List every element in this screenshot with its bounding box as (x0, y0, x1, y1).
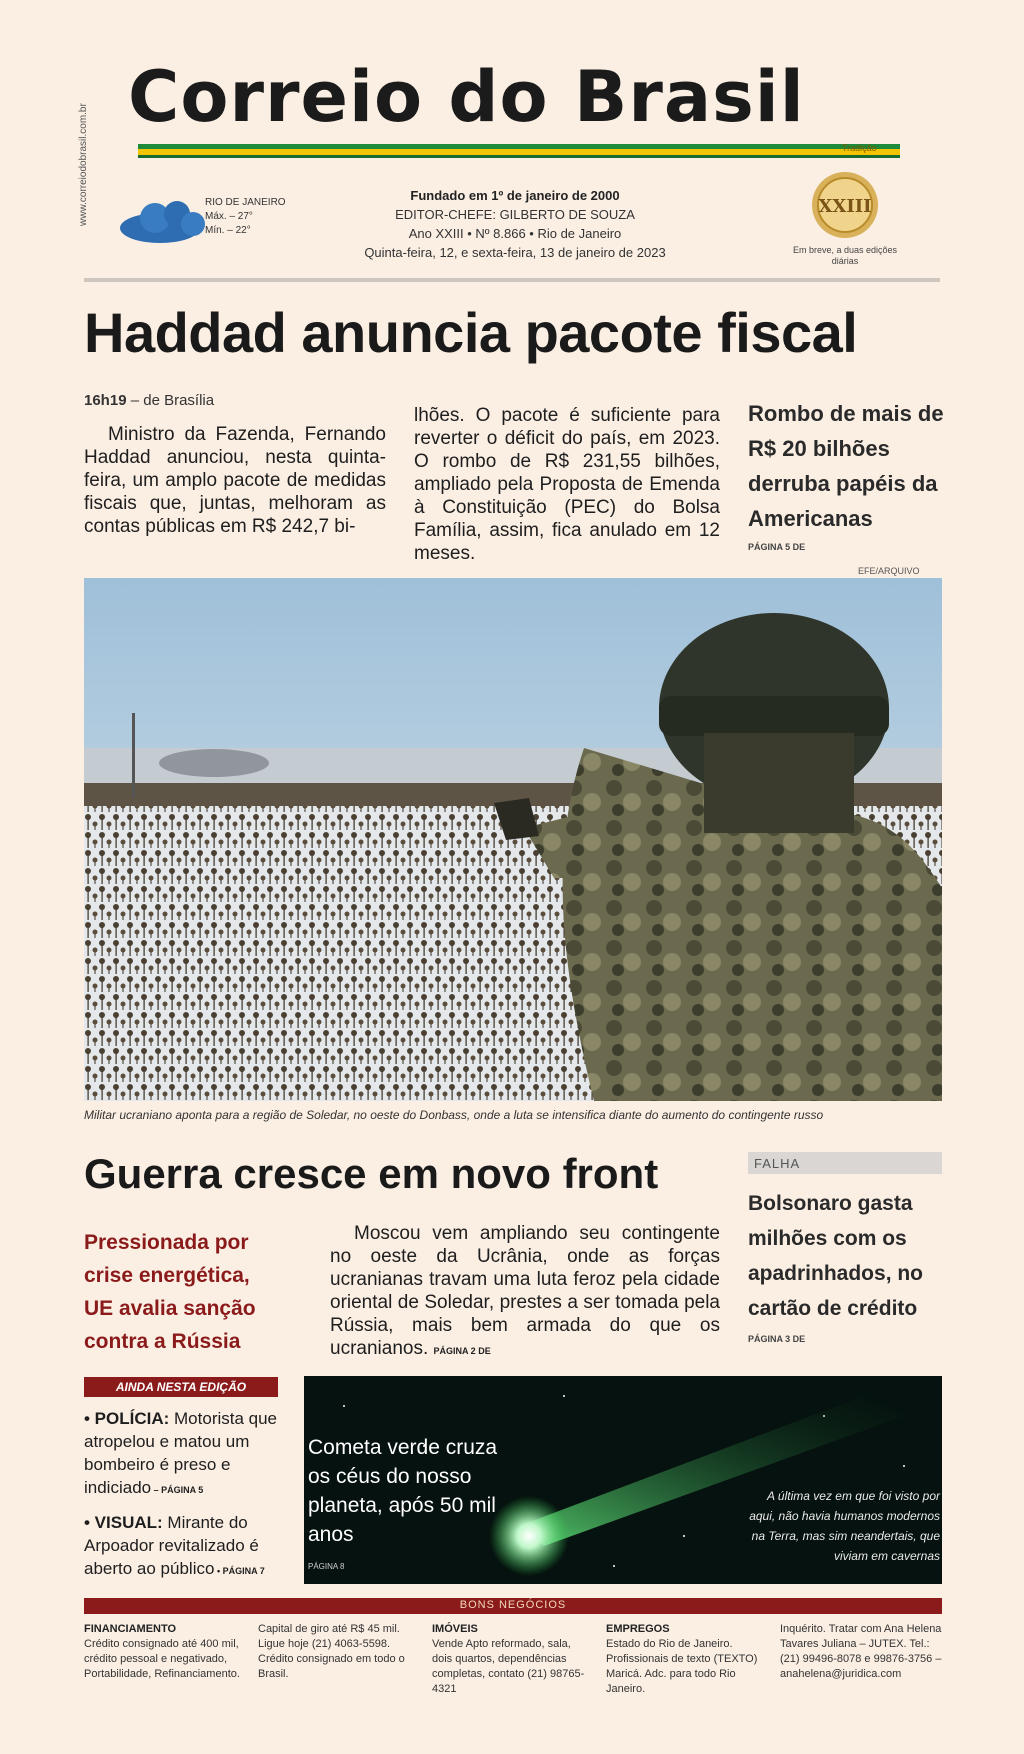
ainda-item-policia[interactable] (84, 1407, 284, 1502)
weather-info (205, 196, 286, 238)
bolsonaro-headline[interactable]: Bolsonaro gasta milhões com os apadrinhados, no cartão de crédito (748, 1192, 924, 1320)
masthead-title: Correio do Brasil (128, 56, 805, 138)
lead-time: 16h19 (84, 392, 127, 409)
editor-line: EDITOR-CHEFE: GILBERTO DE SOUZA (395, 207, 635, 222)
war-page-ref: PÁGINA 2 DE (433, 1346, 491, 1356)
ainda-item-visual-ref: • PÁGINA 7 (214, 1566, 265, 1576)
war-body (330, 1222, 720, 1363)
seal-numeral: XXIII (818, 196, 872, 217)
war-body-text: Moscou vem ampliando seu contingente no oeste da Ucrânia, onde as forças ucranianas travam uma luta feroz pela cidade oriental de Soledar, prestes a ser tomada pela Rússia, mais bem armada do que os ucranianos. (330, 1223, 720, 1359)
lead-dateline (84, 392, 214, 409)
lead-place: – de Brasília (126, 392, 215, 409)
war-headline[interactable]: Guerra cresce em novo front (84, 1150, 659, 1197)
americanas-page-ref: PÁGINA 5 DE (748, 542, 806, 552)
masthead-rule-darkgreen (138, 155, 900, 158)
ainda-item-visual[interactable] (84, 1511, 284, 1583)
comet-page-ref: PÁGINA 8 (308, 1562, 345, 1571)
comet-headline[interactable]: Cometa verde cruza os céus do nosso planeta, após 50 mil anos (308, 1436, 498, 1546)
weather-min: Mín. – 22° (205, 225, 251, 236)
ainda-item-visual-text: Mirante do Arpoador revitalizado é aberto ao público (84, 1513, 259, 1578)
edition-meta (330, 186, 700, 262)
classified-imoveis-text: Vende Apto reformado, sala, dois quartos, dependências completas, contato (21) 98765-4321 (432, 1638, 585, 1695)
classified-capital-text: Capital de giro até R$ 45 mil. Ligue hoje (21) 4063-5598. Crédito consignado em todo o Brasil. (258, 1623, 405, 1680)
ainda-label: AINDA NESTA EDIÇÃO (115, 1380, 247, 1394)
ainda-item-policia-tag: • POLÍCIA: (84, 1409, 170, 1428)
classified-empregos-text: Estado do Rio de Janeiro. Profissionais de texto (TEXTO) Maricá. Adc. para todo Rio Janeiro. (606, 1638, 758, 1695)
anniversary-seal-icon (810, 170, 880, 240)
comet-caption: A última vez em que foi visto por aqui, não havia humanos modernos na Terra, mas sim neandertais, que viviam em cavernas (749, 1489, 940, 1563)
lead-body-col1: Ministro da Fazenda, Fernando Haddad anunciou, nesta quinta-feira, um amplo pacote de medidas fiscais que, juntas, melhoram as contas públicas em R$ 242,7 bi- (84, 424, 386, 537)
lead-headline[interactable]: Haddad anuncia pacote fiscal (84, 301, 858, 364)
ainda-item-policia-ref: – PÁGINA 5 (151, 1485, 204, 1495)
founded-line: Fundado em 1º de janeiro de 2000 (410, 188, 620, 203)
photo-credit: EFE/ARQUIVO (858, 566, 920, 576)
soldier-photo (84, 578, 942, 1101)
ainda-item-policia-text: Motorista que atropelou e matou um bombeiro é preso e indiciado (84, 1409, 278, 1497)
classified-financiamento-text: Crédito consignado até 400 mil, crédito pessoal e negativado, Portabilidade, Refinanciamento. (84, 1638, 240, 1680)
ainda-item-visual-tag: • VISUAL: (84, 1513, 163, 1532)
weather-max: Máx. – 27° (205, 211, 253, 222)
classified-imoveis-title: IMÓVEIS (432, 1623, 478, 1635)
classified-empregos-title: EMPREGOS (606, 1623, 670, 1635)
weather-city: RIO DE JANEIRO (205, 197, 286, 208)
falha-label: FALHA (754, 1156, 801, 1171)
classified-financiamento (84, 1622, 244, 1682)
classified-imoveis (432, 1622, 592, 1697)
masthead-tag: Tradição (842, 143, 877, 153)
eu-sanction-headline[interactable]: Pressionada por crise energética, UE avalia sanção contra a Rússia (84, 1231, 256, 1353)
date-line: Quinta-feira, 12, e sexta-feira, 13 de janeiro de 2023 (364, 245, 666, 260)
lead-body-col2: lhões. O pacote é suficiente para reverter o déficit do país, em 2023. O rombo de R$ 231,55 bilhões, ampliado pela Proposta de Emenda à Constituição (PEC) do Bolsa Família, assim, fica anulado em 12 meses. (414, 405, 720, 564)
header-divider (84, 278, 940, 282)
bons-negocios-label: BONS NEGÓCIOS (459, 1599, 567, 1611)
side-url[interactable]: www.correiodobrasil.com.br (78, 103, 89, 227)
issue-line: Ano XXIII • Nº 8.866 • Rio de Janeiro (408, 226, 622, 241)
classified-empregos (606, 1622, 766, 1697)
classified-contato-text: Inquérito. Tratar com Ana Helena Tavares Juliana – JUTEX. Tel.: (21) 99496-8078 e 99876-3756 – anahelena@juridica.com (780, 1623, 942, 1680)
photo-caption: Militar ucraniano aponta para a região de Soledar, no oeste do Donbass, onde a luta se intensifica diante do aumento do contingente russo (84, 1108, 824, 1122)
americanas-headline[interactable]: Rombo de mais de R$ 20 bilhões derruba papéis da Americanas (748, 401, 944, 531)
seal-text: Em breve, a duas edições diárias (792, 245, 898, 266)
cloud-icon (115, 196, 213, 246)
classified-capital (258, 1622, 418, 1682)
bolsonaro-page-ref: PÁGINA 3 DE (748, 1334, 806, 1344)
classified-contato (780, 1622, 942, 1682)
classified-financiamento-title: FINANCIAMENTO (84, 1623, 177, 1635)
